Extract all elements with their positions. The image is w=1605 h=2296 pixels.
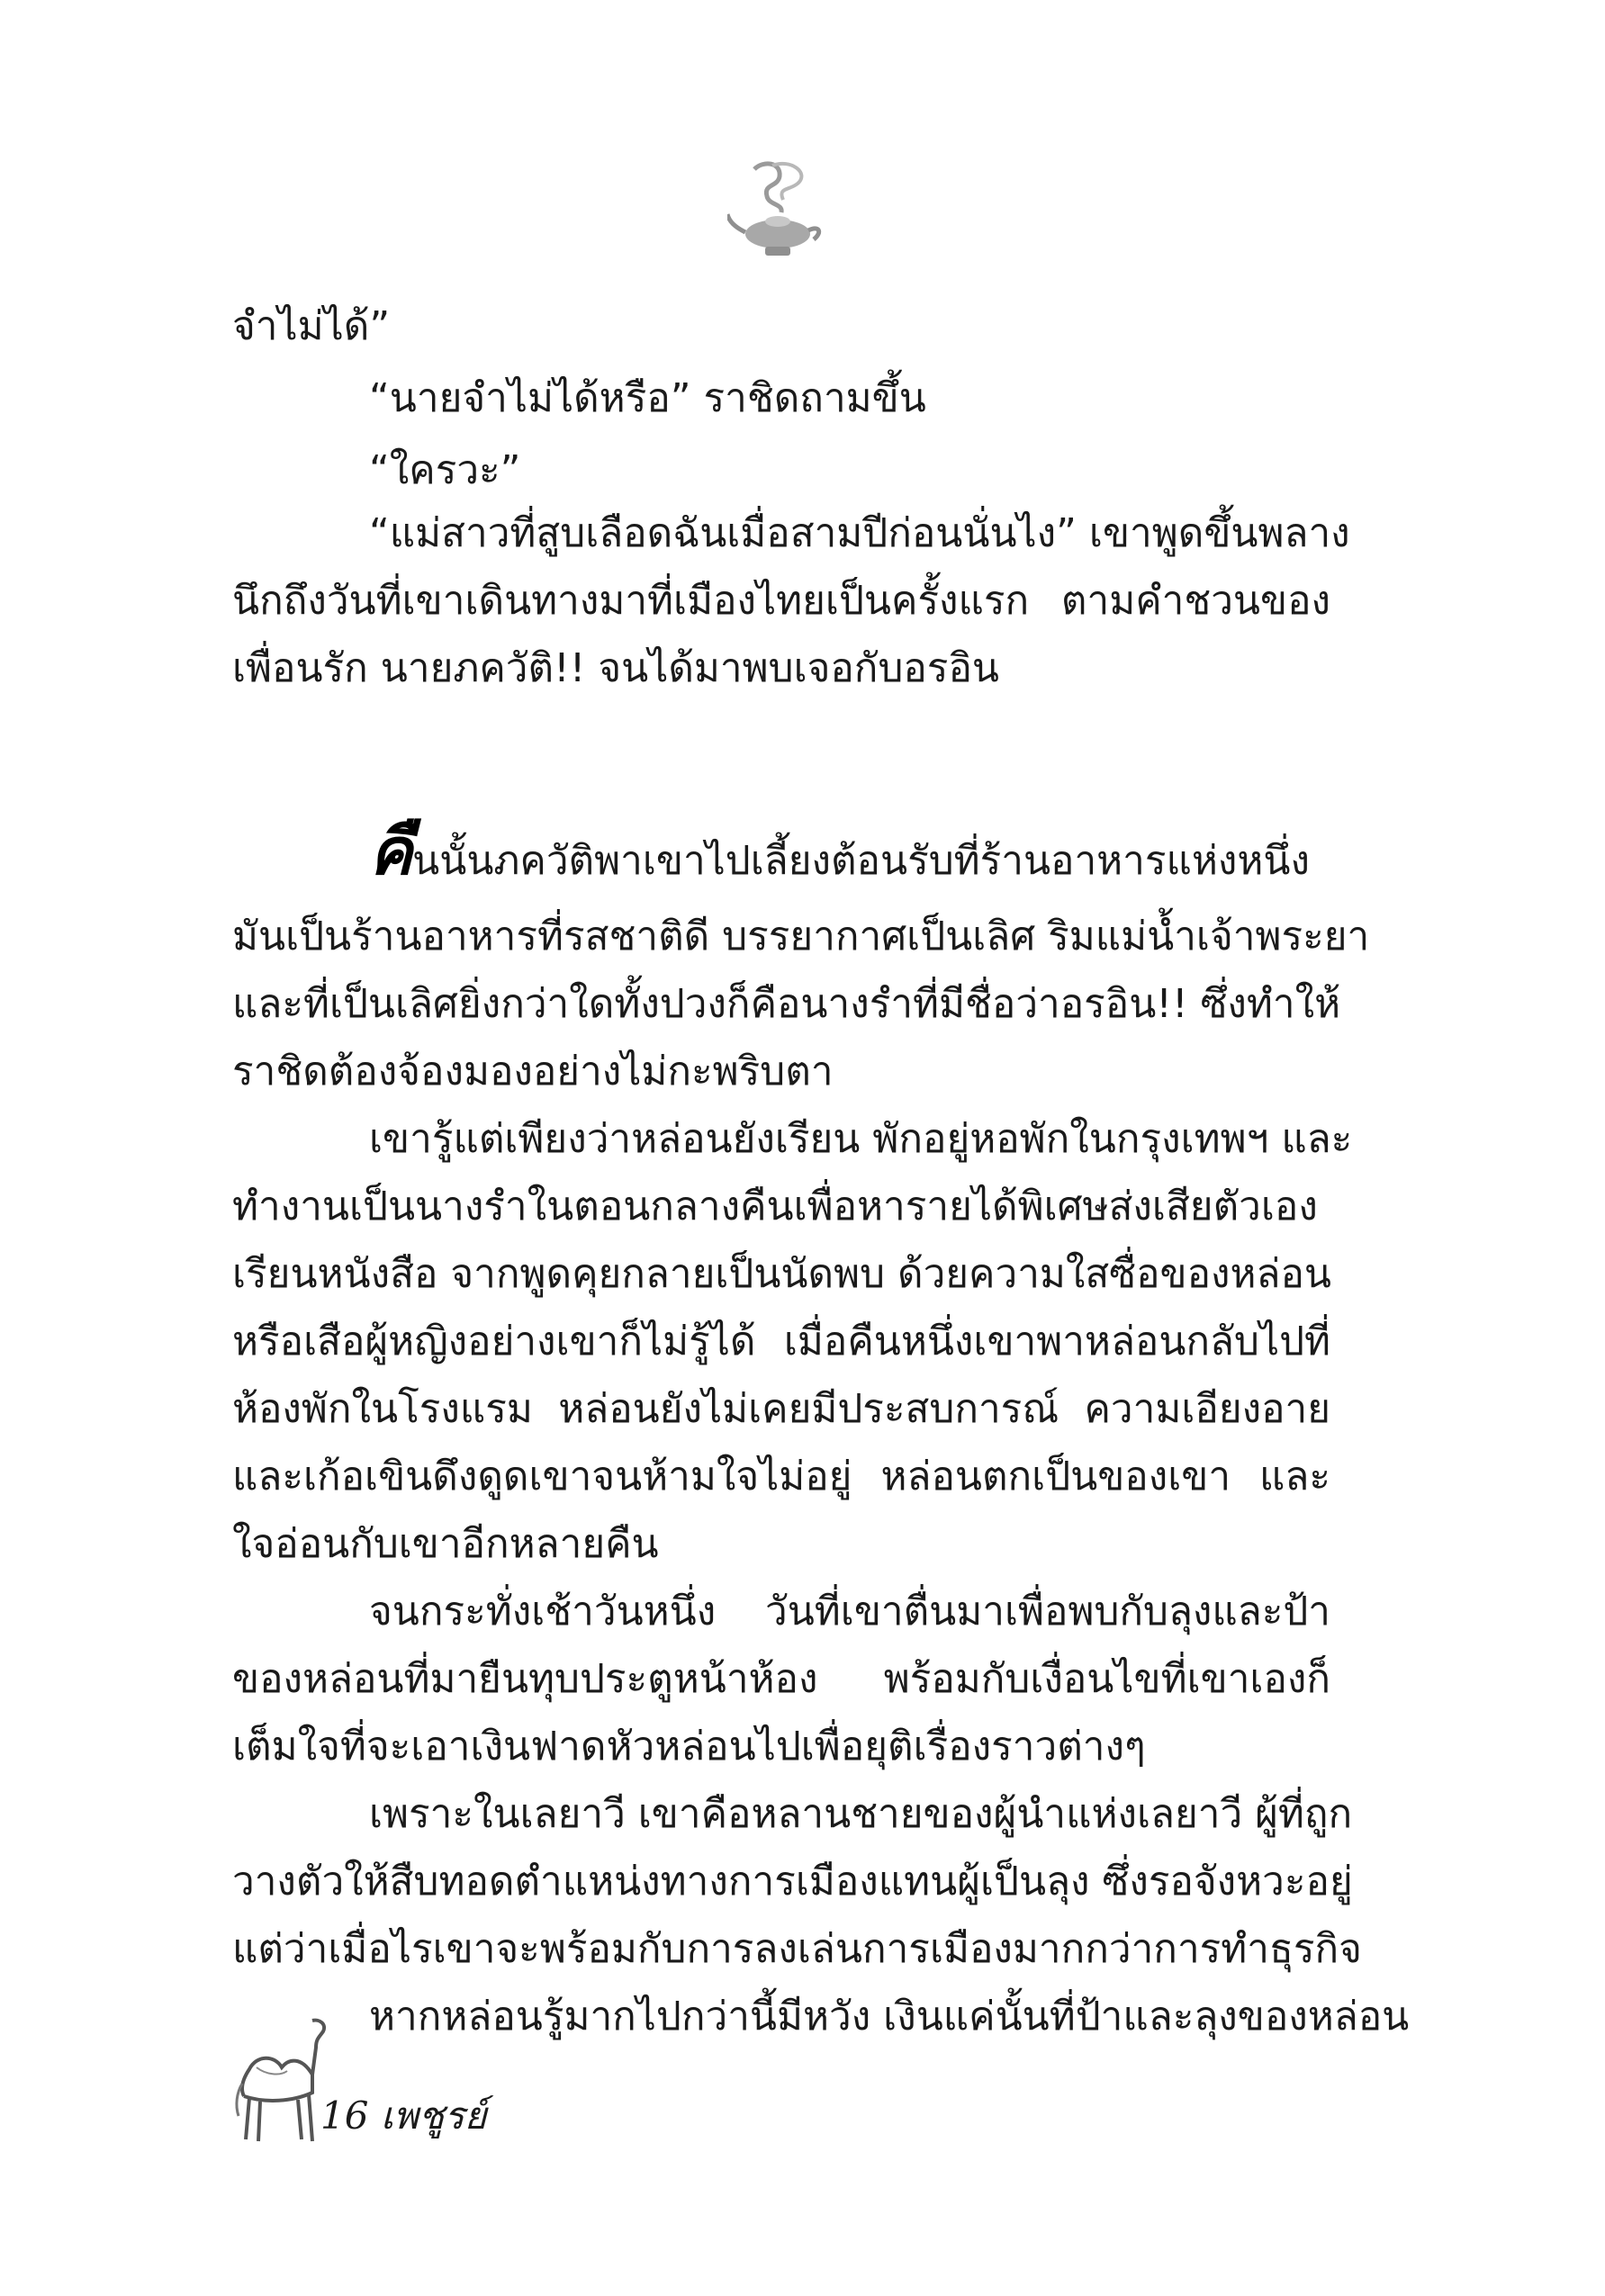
text-line: จนกระทั่งเช้าวันหนึ่ง วันที่เขาตื่นมาเพื่อพบกับลุงและป้า: [369, 1589, 1330, 1634]
text-line: ราชิดต้องจ้องมองอย่างไม่กะพริบตา: [232, 1049, 834, 1094]
text-line: วางตัวให้สืบทอดตำแหน่งทางการเมืองแทนผู้เป็นลุง ซึ่งรอจังหวะอยู่: [232, 1859, 1353, 1904]
text-line: ทำงานเป็นนางรำในตอนกลางคืนเพื่อหารายได้พิเศษส่งเสียตัวเอง: [232, 1184, 1318, 1229]
text-line: เขารู้แต่เพียงว่าหล่อนยังเรียน พักอยู่หอพักในกรุงเทพฯ และ: [369, 1116, 1353, 1162]
book-title: เพชูรย์: [380, 2093, 487, 2138]
page-footer: [320, 2086, 487, 2146]
text-line: หากหล่อนรู้มากไปกว่านี้มีหวัง เงินแค่นั้นที่ป้าและลุงของหล่อน: [369, 1994, 1410, 2039]
text-line: “แม่สาวที่สูบเลือดฉันเมื่อสามปีก่อนนั่นไง” เขาพูดขึ้นพลาง: [369, 510, 1350, 556]
text-line: ใจอ่อนกับเขาอีกหลายคืน: [232, 1521, 659, 1567]
text-line: ของหล่อนที่มายืนทุบประตูหน้าห้อง พร้อมกับเงื่อนไขที่เขาเองก็: [232, 1656, 1330, 1702]
text-span: นนั้นภควัติพาเขาไปเลี้ยงต้อนรับที่ร้านอาหารแห่งหนึ่ง: [412, 838, 1310, 884]
text-line: แต่ว่าเมื่อไรเขาจะพร้อมกับการลงเล่นการเมืองมากกว่าการทำธุรกิจ: [232, 1926, 1362, 1972]
paragraph-first-line: [369, 814, 1330, 894]
text-line: เรียนหนังสือ จากพูดคุยกลายเป็นนัดพบ ด้วยความใสซื่อของหล่อน: [232, 1251, 1331, 1297]
text-line: มันเป็นร้านอาหารที่รสชาติดี บรรยากาศเป็นเลิศ ริมแม่น้ำเจ้าพระยา: [232, 914, 1370, 959]
text-line: เพราะในเลยาวี เขาคือหลานชายของผู้นำแห่งเลยาวี ผู้ที่ถูก: [369, 1791, 1353, 1837]
text-line: นึกถึงวันที่เขาเดินทางมาที่เมืองไทยเป็นครั้งแรก ตามคำชวนของ: [232, 578, 1330, 624]
text-line: หรือเสือผู้หญิงอย่างเขาก็ไม่รู้ได้ เมื่อคืนหนึ่งเขาพาหล่อนกลับไปที่: [232, 1319, 1330, 1364]
text-line: เพื่อนรัก นายภควัติ!! จนได้มาพบเจอกับอรอิน: [232, 645, 999, 691]
text-line: “ใครวะ”: [369, 447, 521, 493]
text-line: และเก้อเขินดึงดูดเขาจนห้ามใจไม่อยู่ หล่อนตกเป็นของเขา และ: [232, 1454, 1330, 1499]
text-line: ห้องพักในโรงแรม หล่อนยังไม่เคยมีประสบการณ์ ความเอียงอาย: [232, 1386, 1330, 1432]
lamp-ornament-icon: [727, 160, 825, 259]
page-number: 16: [320, 2093, 369, 2138]
camel-icon: [230, 2012, 333, 2147]
drop-cap: คื: [369, 814, 413, 889]
text-line: จำไม่ได้”: [232, 303, 391, 349]
text-line: เต็มใจที่จะเอาเงินฟาดหัวหล่อนไปเพื่อยุติเรื่องราวต่างๆ: [232, 1724, 1146, 1769]
text-line: “นายจำไม่ได้หรือ” ราชิดถามขึ้น: [369, 375, 926, 421]
text-line: และที่เป็นเลิศยิ่งกว่าใดทั้งปวงก็คือนางรำที่มีชื่อว่าอรอิน!! ซึ่งทำให้: [232, 981, 1341, 1027]
